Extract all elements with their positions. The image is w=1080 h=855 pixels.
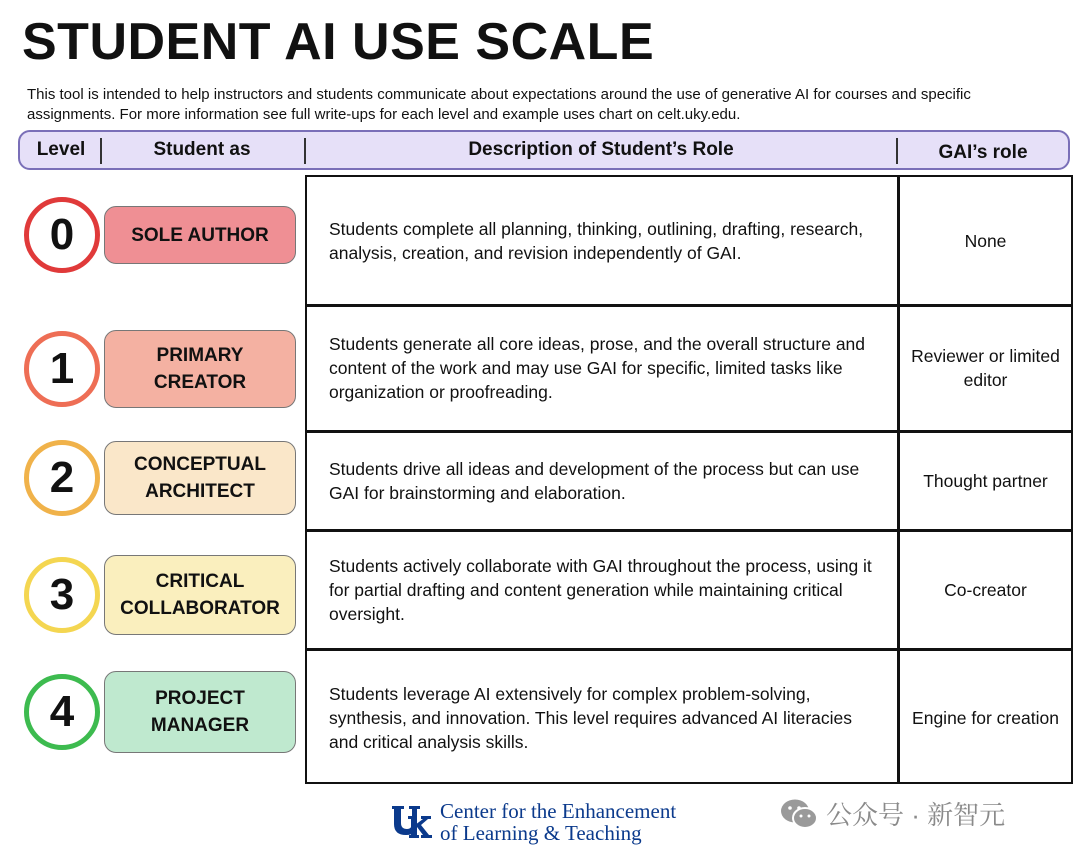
row-divider (307, 648, 1071, 651)
description-cell: Students actively collaborate with GAI throughout the process, using it for partial drafting and content generation while maintaining critical oversight. (329, 555, 872, 624)
description-cell: Students generate all core ideas, prose, and the overall structure and content of the work and may use GAI for specific, limited tasks like organization or proofreading. (329, 334, 866, 402)
description-cell: Students complete all planning, thinking, outlining, drafting, research, analysis, creation, and revision independently of GAI. (329, 219, 864, 263)
row-divider (307, 430, 1071, 433)
row-divider (307, 529, 1071, 532)
level-number-circle: 3 (24, 557, 100, 633)
page-title: STUDENT AI USE SCALE (22, 13, 655, 71)
level-number-circle: 2 (24, 440, 100, 516)
row-divider (307, 304, 1071, 307)
level-number-circle: 0 (24, 197, 100, 273)
gai-role-cell: None (964, 231, 1007, 251)
gai-role-cell: Thought partner (923, 470, 1048, 491)
description-cell: Students leverage AI extensively for complex problem-solving, synthesis, and innovation. This level requires advanced AI literacies and critical analysis skills. (329, 683, 853, 752)
gai-role-cell: Co-creator (944, 579, 1027, 600)
center-name-line1: Center for the Enhancement (440, 799, 677, 823)
intro-text: This tool is intended to help instructors and students communicate about expectations around the use of generative AI for courses and specific assignments. For more information see full write-ups for each level and example uses chart on celt.uky.edu. (27, 86, 971, 123)
description-cell: Students drive all ideas and development of the process but can use GAI for brainstorming and elaboration. (329, 458, 860, 503)
gai-role-cell: Engine for creation (912, 707, 1059, 728)
watermark (780, 795, 1005, 832)
wechat-icon (780, 798, 818, 830)
header-description: Description of Student’s Role (468, 139, 734, 160)
student-as-badge: CONCEPTUAL ARCHITECT (104, 441, 296, 515)
header-level: Level (36, 139, 86, 160)
column-divider (897, 177, 900, 782)
center-name-line2: of Learning & Teaching (440, 821, 642, 845)
header-student-as: Student as (153, 139, 251, 160)
description-table (305, 175, 1073, 784)
student-as-badge: CRITICAL COLLABORATOR (104, 555, 296, 635)
uk-logo-icon (390, 802, 432, 842)
level-number-circle: 1 (24, 331, 100, 407)
student-as-badge: PRIMARY CREATOR (104, 330, 296, 408)
table-header (18, 130, 1070, 170)
student-as-badge: SOLE AUTHOR (104, 206, 296, 264)
gai-role-cell: Reviewer or limited editor (911, 346, 1060, 390)
student-as-badge: PROJECT MANAGER (104, 671, 296, 753)
watermark-text: 公众号 · 新智元 (826, 800, 1006, 830)
header-gai-role: GAI’s role (938, 142, 1028, 163)
level-number-circle: 4 (24, 674, 100, 750)
center-name (440, 800, 676, 844)
